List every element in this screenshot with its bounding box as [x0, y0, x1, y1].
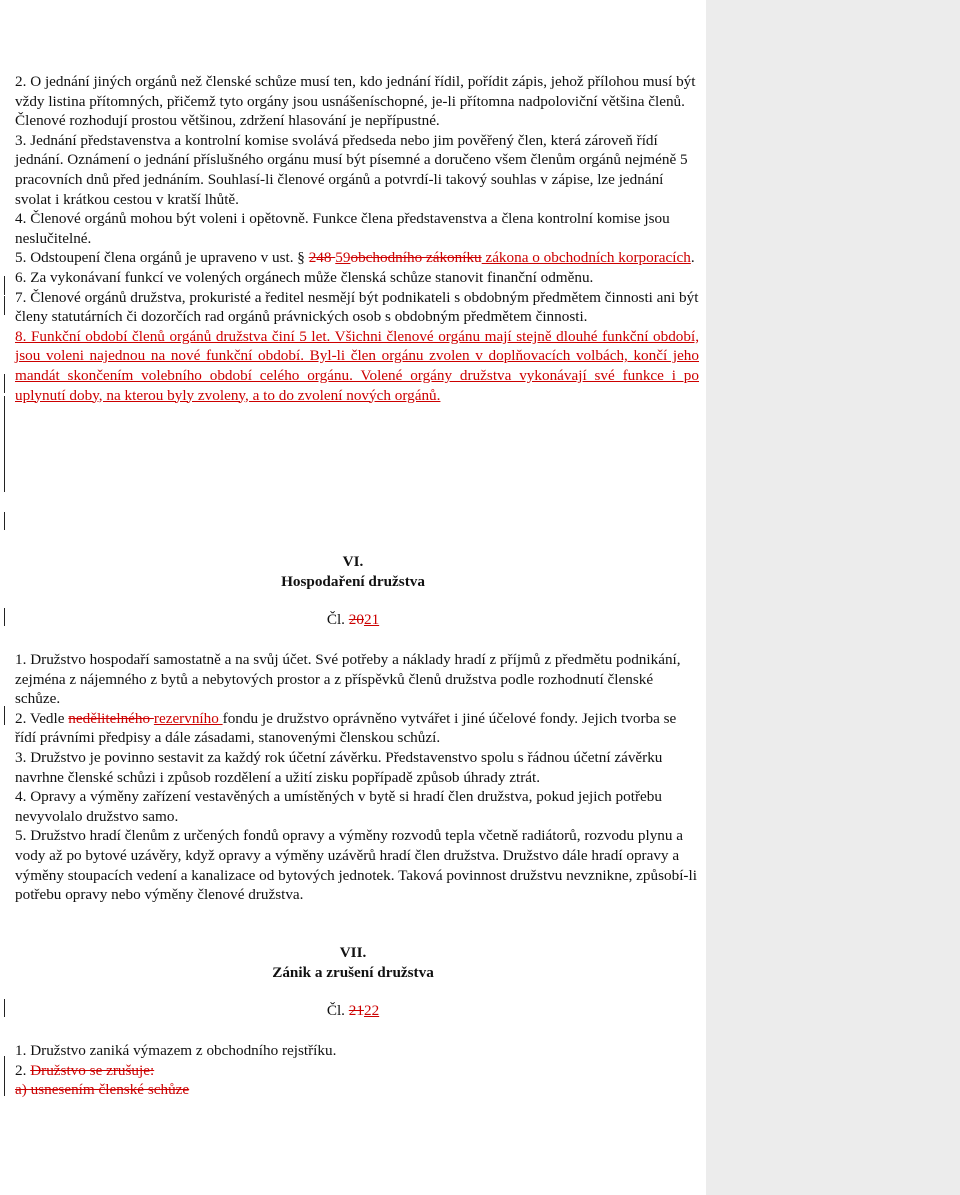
section-number: VII. — [339, 944, 367, 961]
article-number: Čl. 2122 — [326, 1002, 380, 1019]
paragraph-vi-5: 5. Družstvo hradí členům z určených fondů opravy a výměny rozvodů tepla včetně radiátorů, rozvodu plynu a vody až po bytové uzávěry, když opravy a výměny uzávěrů hradí člen družstva. Družstvo dále hradí opravy a výměny stoupacích vedení a kanalizace od bytových jednotek. Taková povinnost družstvu nevznikne, způsobí-li potřebu opravy nebo výměny členové družstva. — [15, 827, 697, 904]
deleted-text: 248 — [308, 249, 336, 267]
deleted-text: 21 — [348, 1002, 364, 1019]
paragraph-vi-1: 1. Družstvo hospodaří samostatně a na svůj účet. Své potřeby a náklady hradí z příjmů z předmětu podnikání, zejména z nájemného z bytů a nebytových prostor a z příspěvků členů družstva podle rozhodnutí členské schůze. — [15, 651, 681, 708]
change-bar — [4, 512, 5, 530]
paragraph-v-8-inserted: 8. Funkční období členů orgánů družstva činí 5 let. Všichni členové orgánu mají stejně dlouhé funkční období, jsou voleni najednou na nové funkční období. Byl-li člen orgánu zvolen v doplňovacích volbách, končí jeho mandát skončením volebního období celého orgánu. Volené orgány družstva vykonávají své funkce i po uplynutí doby, na kterou byly zvoleny, a to do zvolení nových orgánů. — [15, 327, 699, 404]
change-bar — [4, 706, 5, 725]
paragraph-vii-1: 1. Družstvo zaniká výmazem z obchodního rejstříku. — [15, 1042, 337, 1059]
paragraph-vii-2: 2. Družstvo se zrušuje: — [15, 1061, 155, 1079]
paragraph-vi-4: 4. Opravy a výměny zařízení vestavěných a umístěných v bytě si hradí člen družstva, pokud jejich potřebu nevyvolalo družstvo samo. — [15, 788, 662, 825]
change-bar — [4, 276, 5, 295]
paragraph-v-3: 3. Jednání představenstva a kontrolní komise svolává předseda nebo jim pověřený člen, která zároveň řídí jednání. Oznámení o jednání příslušného orgánu musí být písemné a doručeno všem členům orgánů nejméně 5 pracovních dnů před jednáním. Souhlasí-li členové orgánů a potvrdí-li takový souhlas v zápise, lze jednání svolat i krátkou cestou v kratší lhůtě. — [15, 131, 688, 208]
inserted-text: 59 — [335, 249, 351, 267]
change-bar — [4, 1056, 5, 1096]
paragraph-v-5: 5. Odstoupení člena orgánů je upraveno v ust. § 248 59obchodního zákoníku zákona o obchodních korporacích. — [15, 249, 695, 267]
deleted-text: 20 — [348, 611, 364, 628]
change-bar — [4, 396, 5, 492]
section-title: Zánik a zrušení družstva — [272, 963, 434, 981]
paragraph-vi-3: 3. Družstvo je povinno sestavit za každý rok účetní závěrku. Představenstvo spolu s řádnou účetní závěrku navrhne členské schůzi i způsob rozdělení a užití zisku popřípadě způsob úhrady ztrát. — [15, 748, 663, 786]
comment-margin-pane — [706, 0, 960, 1195]
inserted-text: rezervního — [153, 709, 223, 727]
paragraph-v-4: 4. Členové orgánů mohou být voleni i opětovně. Funkce člena představenstva a člena kontrolní komise jsou neslučitelné. — [15, 210, 670, 247]
section-vii-heading — [0, 943, 706, 982]
paragraph-v-6: 6. Za vykonávaní funkcí ve volených orgánech může členská schůze stanovit finanční odměnu. — [15, 268, 594, 286]
inserted-text: 21 — [363, 611, 380, 628]
paragraph-vii-2a — [15, 1080, 699, 1100]
inserted-text: zákona o obchodních korporacích — [481, 249, 691, 267]
paragraph-v-2: 2. O jednání jiných orgánů než členské schůze musí ten, kdo jednání řídil, pořídit zápis, jehož přílohou musí být vždy listina přítomných, přičemž tyto orgány jsou usnášeníschopné, je-li přítomna nadpoloviční většina členů. Členové rozhodují prostou většinou, zdržení hlasování je nepřípustné. — [15, 73, 696, 130]
section-vii-body — [15, 1041, 699, 1100]
deleted-text: Družstvo se zrušuje: — [30, 1061, 155, 1079]
deleted-text: nedělitelného — [68, 709, 154, 727]
deleted-text: a) usnesením členské schůze — [15, 1081, 190, 1099]
paragraph-vi-2: 2. Vedle nedělitelného rezervního fondu je družstvo oprávněno vytvářet i jiné účelové fondy. Jejich tvorba se řídí právními předpisy a dále zásadami, stanovenými členskou schůzí. — [15, 709, 677, 747]
section-vi-body — [15, 650, 699, 905]
inserted-text: 22 — [363, 1002, 380, 1019]
deleted-text: obchodního zákoníku — [350, 249, 482, 267]
paragraph-v-7: 7. Členové orgánů družstva, prokuristé a ředitel nesmějí být podnikateli s obdobným předmětem činnosti ani být členy statutárních či dozorčích rad orgánů právnických osob s obdobným předmětem činnosti. — [15, 288, 699, 326]
section-vi-heading — [0, 552, 706, 591]
change-bar — [4, 374, 5, 393]
section-title: Hospodaření družstva — [281, 572, 425, 590]
section-number: VI. — [342, 553, 364, 570]
article-number: Čl. 2021 — [326, 611, 380, 628]
section-v-continuation — [15, 72, 699, 405]
change-bar — [4, 296, 5, 315]
